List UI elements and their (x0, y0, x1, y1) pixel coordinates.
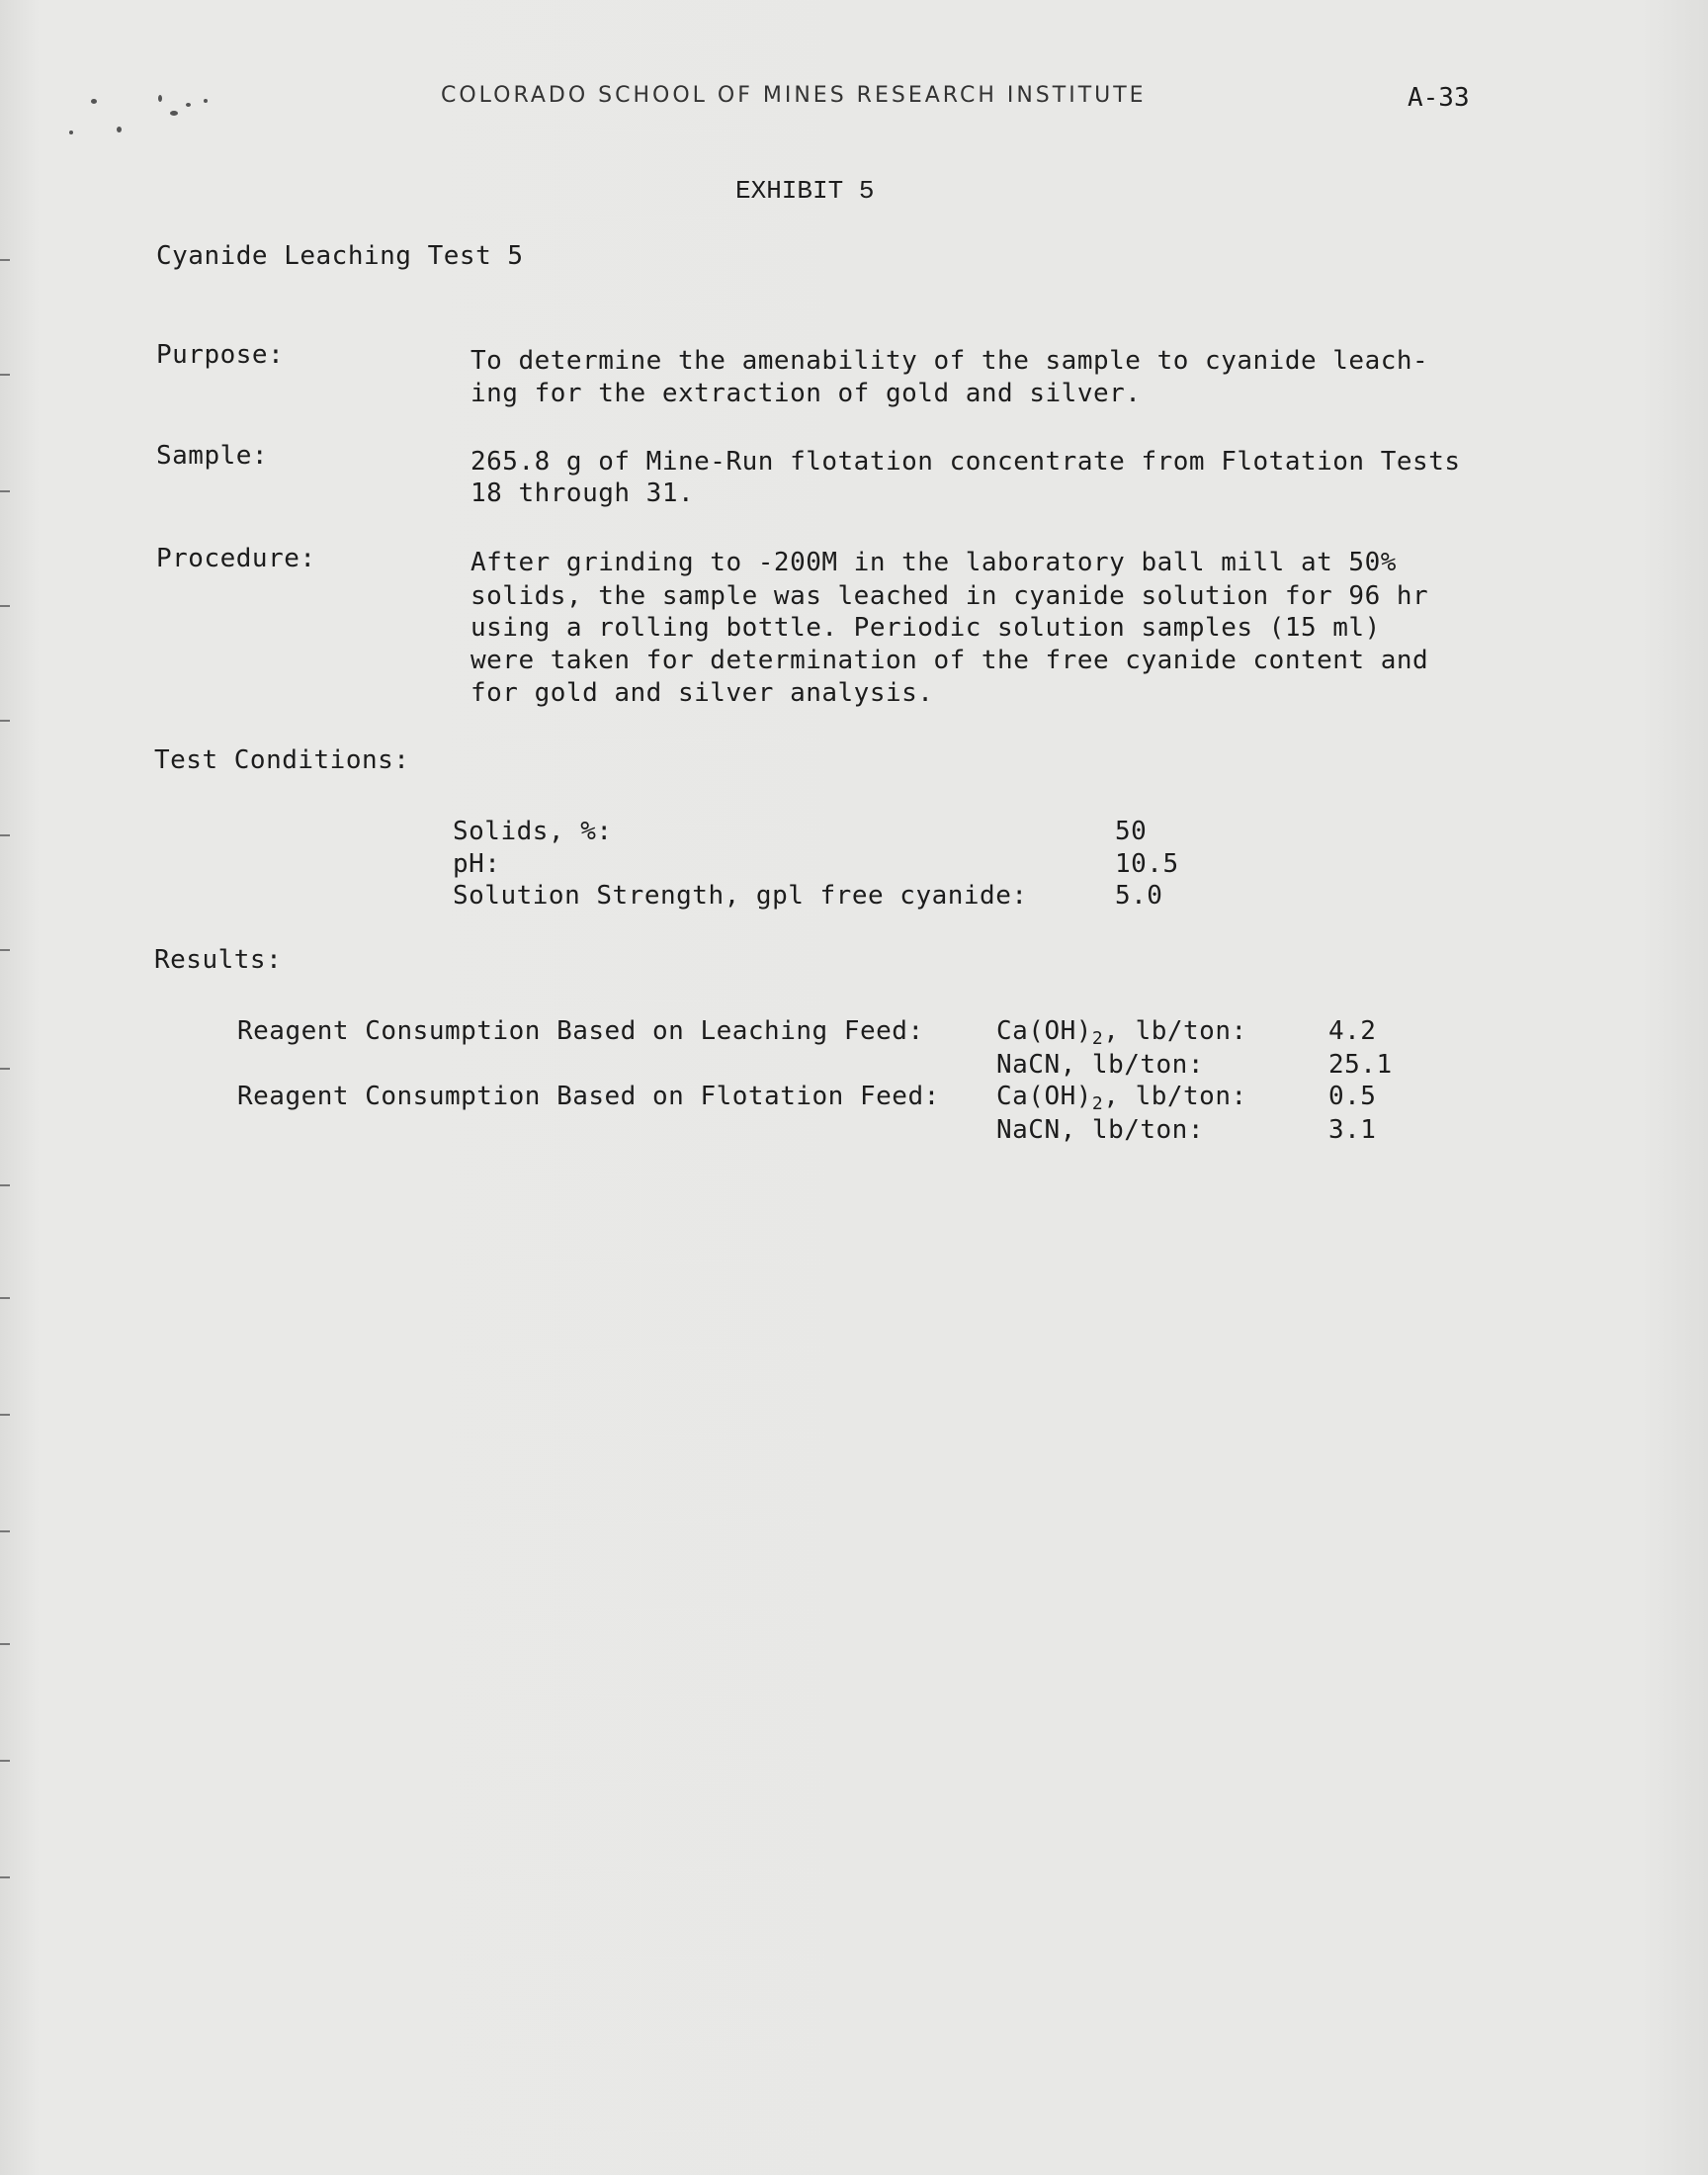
scan-edge-mark (0, 374, 10, 376)
reagent-name: NaCN, lb/ton: (996, 1050, 1204, 1080)
sample-label: Sample: (156, 441, 269, 471)
condition-value: 5.0 (1115, 881, 1163, 911)
scan-edge-mark (0, 605, 10, 607)
reagent-name: NaCN, lb/ton: (996, 1115, 1204, 1145)
procedure-line: for gold and silver analysis. (470, 678, 934, 708)
reagent-value: 25.1 (1328, 1050, 1393, 1080)
exhibit-title: EXHIBIT 5 (735, 176, 875, 206)
condition-name: pH: (453, 849, 501, 879)
results-basis: Reagent Consumption Based on Flotation Feed: (237, 1082, 940, 1111)
procedure-line: were taken for determination of the free cyanide content and (470, 646, 1429, 675)
scan-edge-mark (0, 1068, 10, 1070)
institution-header: COLORADO SCHOOL OF MINES RESEARCH INSTITUTE (441, 83, 1147, 108)
test-title: Cyanide Leaching Test 5 (156, 241, 524, 271)
scan-edge-mark (0, 1184, 10, 1186)
scan-speck (186, 103, 191, 107)
scan-edge-mark (0, 1297, 10, 1299)
scan-edge-mark (0, 490, 10, 492)
purpose-label: Purpose: (156, 340, 285, 370)
scan-speck (117, 127, 122, 132)
scan-edge-mark (0, 1530, 10, 1532)
page-number: A-33 (1408, 83, 1470, 113)
scan-edge-mark (0, 1760, 10, 1762)
condition-name: Solution Strength, gpl free cyanide: (453, 881, 1028, 911)
scan-edge-mark (0, 1414, 10, 1416)
scan-speck (158, 95, 162, 102)
procedure-line: After grinding to -200M in the laboratory ball mill at 50% (470, 548, 1397, 577)
reagent-value: 3.1 (1328, 1115, 1377, 1145)
scan-speck (91, 99, 97, 104)
reagent-value: 4.2 (1328, 1016, 1377, 1046)
condition-value: 10.5 (1115, 849, 1179, 879)
scan-speck (204, 99, 208, 103)
scan-speck (69, 130, 73, 134)
reagent-name: $Ca(OH)_2$, lb/ton: (996, 1082, 1247, 1114)
procedure-line: solids, the sample was leached in cyanide solution for 96 hr (470, 581, 1429, 611)
test-conditions-label: Test Conditions: (154, 745, 410, 775)
scan-edge-mark (0, 1876, 10, 1878)
condition-name: Solids, %: (453, 817, 613, 846)
procedure-line: using a rolling bottle. Periodic solution samples (15 ml) (470, 613, 1381, 643)
reagent-value: 0.5 (1328, 1082, 1377, 1111)
purpose-line: ing for the extraction of gold and silver. (470, 379, 1142, 408)
scan-edge-mark (0, 834, 10, 836)
condition-value: 50 (1115, 817, 1148, 846)
scan-speck (170, 111, 178, 116)
purpose-line: To determine the amenability of the sample to cyanide leach- (470, 346, 1429, 376)
reagent-name: $Ca(OH)_2$, lb/ton: (996, 1016, 1247, 1049)
results-label: Results: (154, 945, 283, 975)
scan-edge-mark (0, 259, 10, 261)
scan-edge-mark (0, 949, 10, 951)
sample-line: 18 through 31. (470, 478, 695, 508)
scan-edge-mark (0, 1643, 10, 1645)
sample-line: 265.8 g of Mine-Run flotation concentrate from Flotation Tests (470, 447, 1461, 477)
results-basis: Reagent Consumption Based on Leaching Feed: (237, 1016, 924, 1046)
procedure-label: Procedure: (156, 544, 316, 573)
scan-edge-mark (0, 720, 10, 722)
